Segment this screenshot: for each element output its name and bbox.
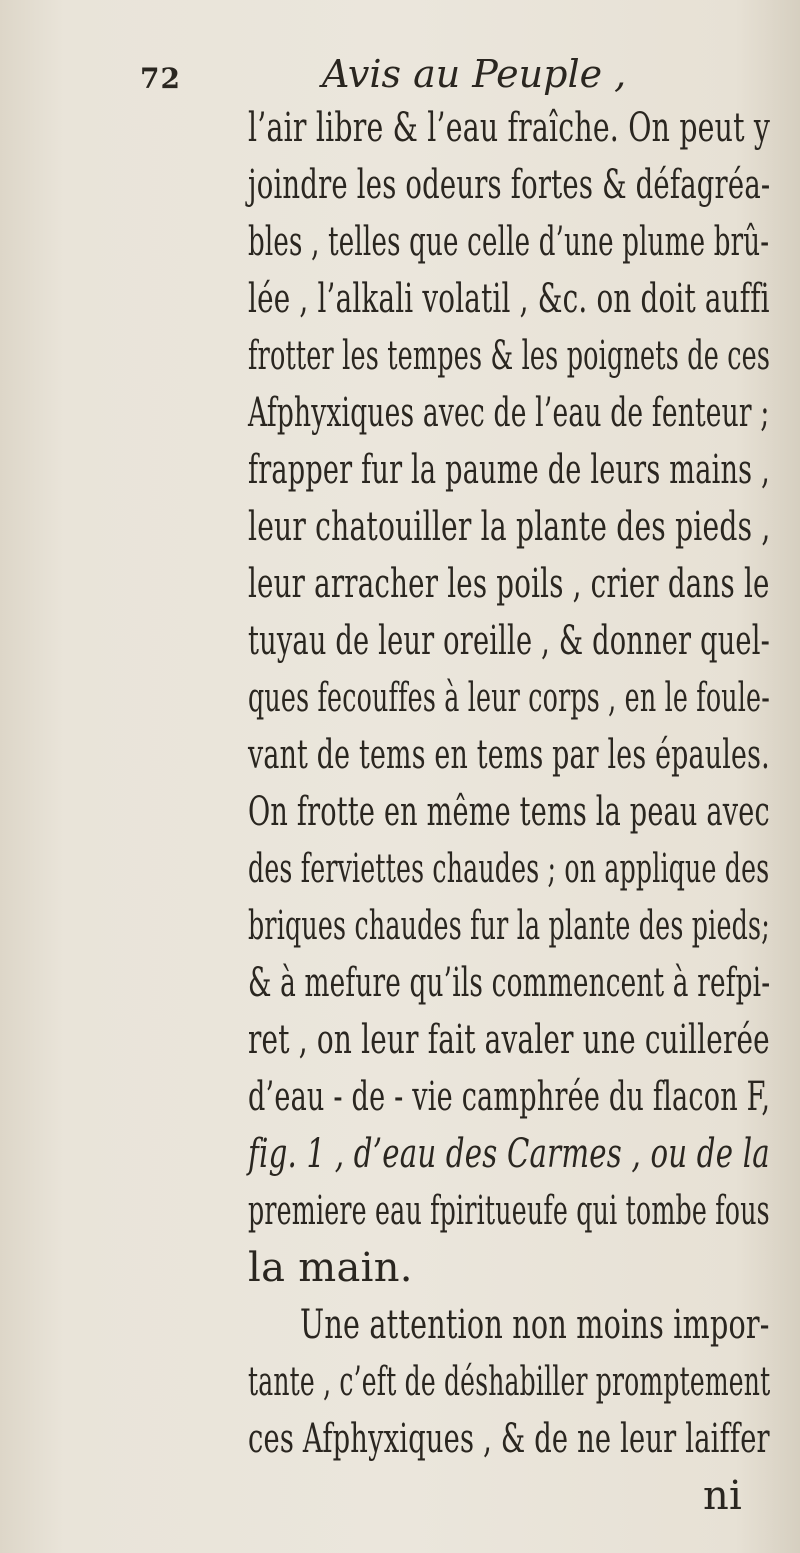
text-line: tante , c’eft de déshabiller promptement <box>248 1359 771 1405</box>
text-line: & à mefure qu’ils commencent à refpi- <box>248 960 771 1006</box>
catchword: ni <box>703 1473 743 1519</box>
text-line: On frotte en même tems la peau avec <box>248 789 770 835</box>
page-number: 72 <box>140 62 181 95</box>
text-line: l’air libre & l’eau fraîche. On peut y <box>248 105 771 151</box>
text-line: briques chaudes fur la plante des pieds; <box>248 903 770 949</box>
text-line: premiere eau fpiritueufe qui tombe fous <box>248 1188 770 1234</box>
text-line: bles , telles que celle d’une plume brû- <box>248 219 770 265</box>
text-line: fig. 1 , d’eau des Carmes , ou de la <box>248 1131 770 1177</box>
text-line: Une attention non moins impor- <box>300 1302 770 1348</box>
text-line: leur chatouiller la plante des pieds , <box>248 504 771 550</box>
text-line: d’eau - de - vie camphrée du flacon F, <box>248 1074 771 1120</box>
text-line: ret , on leur fait avaler une cuillerée <box>248 1017 770 1063</box>
text-line: Afphyxiques avec de l’eau de fenteur ; <box>248 390 770 436</box>
text-line: lée , l’alkali volatil , &c. on doit auffi <box>248 276 770 322</box>
text-line: ques fecouffes à leur corps , en le foule- <box>248 675 770 721</box>
text-line: des ferviettes chaudes ; on applique des <box>248 846 770 892</box>
text-line: frotter les tempes & les poignets de ces <box>248 333 771 379</box>
text-line: joindre les odeurs fortes & défagréa- <box>248 162 771 208</box>
text-line: frapper fur la paume de leurs mains , <box>248 447 770 493</box>
text-line: vant de tems en tems par les épaules. <box>248 732 770 778</box>
text-line: tuyau de leur oreille , & donner quel- <box>248 618 771 664</box>
text-line: leur arracher les poils , crier dans le <box>248 561 770 607</box>
text-line: ces Afphyxiques , & de ne leur laiffer <box>248 1416 770 1462</box>
running-title: Avis au Peuple , <box>322 52 627 96</box>
text-line: la main. <box>248 1245 413 1291</box>
